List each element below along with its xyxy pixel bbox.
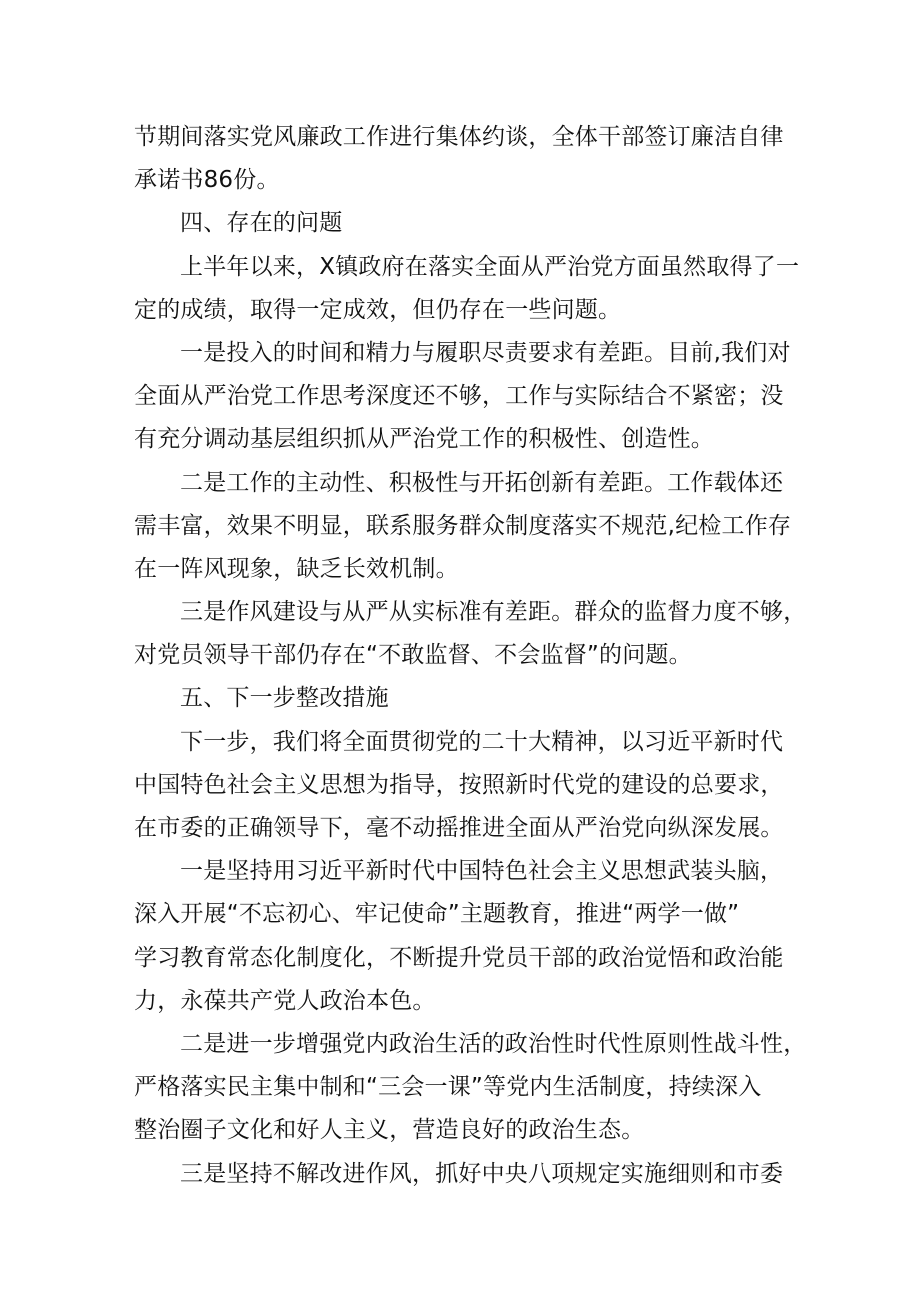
document-text-line: 整治圈子文化和好人主义，营造良好的政治生态。 [134, 1117, 645, 1144]
document-text-line: 二是工作的主动性、积极性与开拓创新有差距。工作载体还 [180, 469, 784, 496]
document-text-line: 承诺书86份。 [134, 167, 280, 194]
document-text-line: 一是投入的时间和精力与履职尽责要求有差距。目前,我们对 [180, 339, 791, 366]
document-text-line: 定的成绩，取得一定成效，但仍存在一些问题。 [134, 296, 622, 323]
document-text-line: 三是作风建设与从严从实标准有差距。群众的监督力度不够， [180, 599, 807, 626]
document-text-line: 二是进一步增强党内政治生活的政治性时代性原则性战斗性， [180, 1030, 807, 1057]
document-text-line: 一是坚持用习近平新时代中国特色社会主义思想武装头脑， [180, 858, 784, 885]
document-text-line: 在一阵风现象，缺乏长效机制。 [134, 555, 459, 582]
document-text-line: 深入开展“不忘初心、牢记使命”主题教育，推进“两学一做” [134, 901, 740, 928]
document-text-line: 需丰富，效果不明显，联系服务群众制度落实不规范,纪检工作存 [134, 512, 792, 539]
document-text-line: 五、下一步整改措施 [180, 685, 389, 712]
document-text-line: 全面从严治党工作思考深度还不够，工作与实际结合不紧密；没 [134, 383, 784, 410]
document-text-line: 有充分调动基层组织抓从严治党工作的积极性、创造性。 [134, 426, 714, 453]
document-text-line: 上半年以来，X镇政府在落实全面从严治党方面虽然取得了一 [180, 253, 800, 280]
document-text-line: 力，永葆共产党人政治本色。 [134, 987, 436, 1014]
document-text-line: 下一步，我们将全面贯彻党的二十大精神，以习近平新时代 [180, 728, 784, 755]
document-text-line: 严格落实民主集中制和“三会一课”等党内生活制度，持续深入 [134, 1074, 762, 1101]
document-body [134, 116, 814, 1196]
document-text-line: 对党员领导干部仍存在“不敢监督、不会监督”的问题。 [134, 642, 692, 669]
document-text-line: 学习教育常态化制度化，不断提升党员干部的政治觉悟和政治能 [134, 944, 784, 971]
document-text-line: 三是坚持不解改进作风，抓好中央八项规定实施细则和市委 [180, 1160, 784, 1187]
document-text-line: 中国特色社会主义思想为指导，按照新时代党的建设的总要求， [134, 771, 784, 798]
document-text-line: 在市委的正确领导下，毫不动摇推进全面从严治党向纵深发展。 [134, 815, 784, 841]
document-text-line: 四、存在的问题 [180, 210, 343, 237]
document-text-line: 节期间落实党风廉政工作进行集体约谈，全体干部签订廉洁自律 [134, 124, 784, 150]
